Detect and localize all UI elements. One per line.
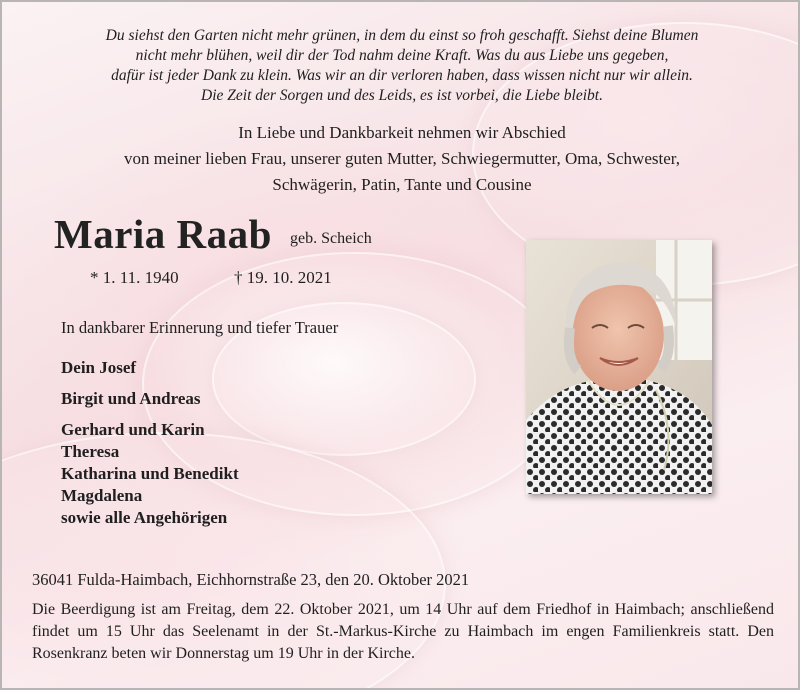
birth-date: * 1. 11. 1940 xyxy=(90,268,179,287)
address-line: 36041 Fulda-Haimbach, Eichhornstraße 23, den 20. Oktober 2021 xyxy=(32,570,470,589)
funeral-details: Die Beerdigung ist am Freitag, dem 22. Oktober 2021, um 14 Uhr auf dem Friedhof in Haimbach; anschließend findet um 15 Uhr das Seelenamt in der St.-Markus-Kirche zu Haimbach im engen Familienkreis statt. Den Rosenkranz beten wir Donnerstag um 19 Uhr in der Kirche. xyxy=(32,601,774,662)
mourner: Magdalena xyxy=(61,486,143,505)
portrait-photo xyxy=(526,240,712,494)
farewell-line: In Liebe und Dankbarkeit nehmen wir Abschied xyxy=(238,123,566,142)
farewell-line: von meiner lieben Frau, unserer guten Mutter, Schwiegermutter, Oma, Schwester, xyxy=(124,149,680,168)
poem-line: Du siehst den Garten nicht mehr grünen, in dem du einst so froh geschafft. Siehst deine Blumen xyxy=(105,27,699,44)
farewell-text xyxy=(32,120,772,198)
poem-line: nicht mehr blühen, weil dir der Tod nahm deine Kraft. Was du aus Liebe uns gegeben, xyxy=(135,47,669,64)
mourner: Theresa xyxy=(61,442,120,461)
mourner: Dein Josef xyxy=(61,358,137,377)
death-date: † 19. 10. 2021 xyxy=(234,268,332,287)
mourner: Birgit und Andreas xyxy=(61,389,201,408)
mourner: Katharina und Benedikt xyxy=(61,464,239,483)
deceased-name: Maria Raab xyxy=(54,211,272,257)
mourning-line: In dankbarer Erinnerung und tiefer Trauer xyxy=(61,318,339,337)
portrait-illustration xyxy=(526,240,712,494)
poem xyxy=(32,26,772,106)
poem-line: dafür ist jeder Dank zu klein. Was wir an dir verloren haben, dass wissen nicht nur wir allein. xyxy=(111,67,693,84)
mourner: Gerhard und Karin xyxy=(61,420,205,439)
mourner: sowie alle Angehörigen xyxy=(61,508,228,527)
farewell-line: Schwägerin, Patin, Tante und Cousine xyxy=(272,175,532,194)
birth-name: geb. Scheich xyxy=(290,230,372,247)
poem-line: Die Zeit der Sorgen und des Leids, es ist vorbei, die Liebe bleibt. xyxy=(201,87,603,104)
mourners-list xyxy=(61,357,239,529)
